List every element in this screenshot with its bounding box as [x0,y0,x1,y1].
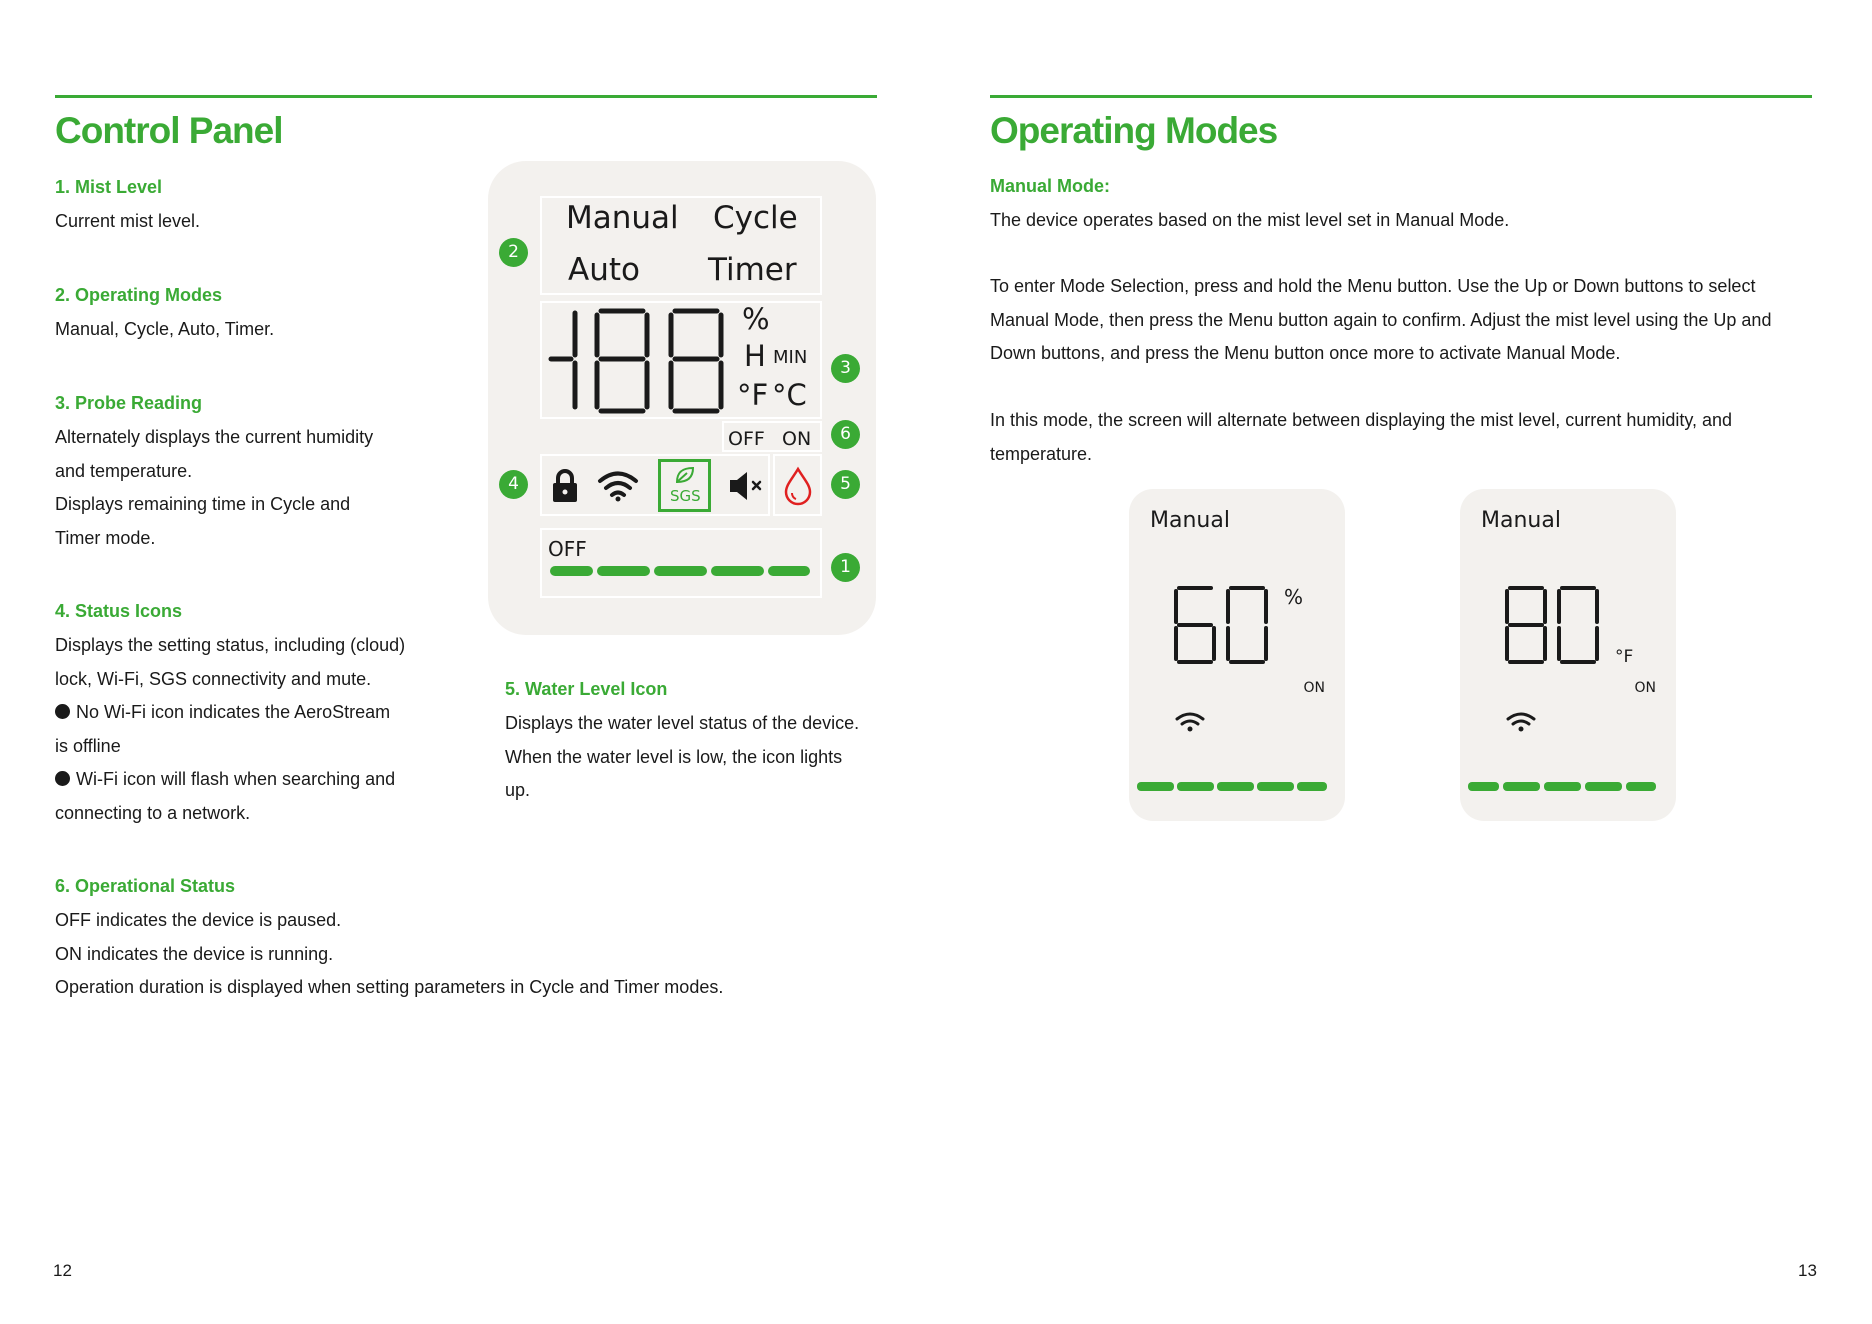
callout-2: 2 [499,238,528,267]
left-top-rule [55,95,877,98]
mist-segment [1137,782,1174,791]
page-title-operating-modes: Operating Modes [990,110,1278,151]
callout-4: 4 [499,470,528,499]
wifi-icon [596,470,640,502]
mist-segment [1257,782,1294,791]
page-number-left: 12 [53,1261,72,1280]
leaf-icon [674,465,696,485]
heading-operational-status: 6. Operational Status [55,876,236,896]
screen-status: ON [1634,680,1656,696]
mute-icon [728,470,768,502]
mist-segment [1468,782,1499,791]
unit-hour: H [744,339,766,373]
screen-mode-label: Manual [1150,508,1230,533]
bullet-line [55,696,405,730]
text-operating-modes [55,313,274,347]
mist-level-bar [550,566,810,576]
mist-segment [550,566,593,576]
sgs-icon [658,459,711,512]
text-line: Wi-Fi icon will flash when searching and [76,769,396,789]
text-line: up. [505,780,531,800]
unit-min: MIN [773,347,808,368]
text-mist-level [55,205,200,239]
mode-screen-humidity [1129,489,1345,821]
screen-unit: % [1284,585,1304,609]
unit-fahrenheit: °F [737,378,769,412]
heading-probe-reading: 3. Probe Reading [55,393,203,413]
text-line: and temperature. [55,460,193,481]
text-line: Manual Mode, then press the Menu button again to confirm. Adjust the mist level using the Up and [990,309,1772,330]
mode-screen-temperature [1460,489,1676,821]
text-line: Displays the water level status of the device. [505,713,860,733]
page-title-control-panel: Control Panel [55,110,283,151]
heading-operating-modes: 2. Operating Modes [55,285,223,305]
screen-unit: °F [1615,647,1634,667]
status-off: OFF [728,428,765,450]
heading-manual-mode: Manual Mode: [990,176,1110,196]
heading-status-icons: 4. Status Icons [55,601,183,621]
water-drop-icon [782,466,814,506]
bullet-line [55,763,405,797]
text-line: When the water level is low, the icon lights [505,746,843,767]
unit-celsius: °C [772,378,807,412]
bullet-icon [55,771,70,786]
text-line: ON indicates the device is running. [55,943,334,964]
text-probe-reading [55,421,373,555]
text-water-level-icon [505,707,859,808]
heading-mist-level: 1. Mist Level [55,177,163,197]
text-line: No Wi-Fi icon indicates the AeroStream [76,702,391,722]
text-line: To enter Mode Selection, press and hold the Menu button. Use the Up or Down buttons to select [990,276,1756,296]
text-manual-mode-3 [990,404,1732,471]
mist-segment [1544,782,1581,791]
callout-5: 5 [831,470,860,499]
text-manual-mode-1 [990,204,1509,238]
text-line: Current mist level. [55,211,201,231]
text-line: temperature. [990,443,1093,464]
mode-timer: Timer [708,252,797,288]
mist-segment [654,566,707,576]
text-operational-status [55,904,723,1005]
mist-off-label: OFF [548,537,587,561]
mist-segment [597,566,650,576]
status-on: ON [782,428,812,450]
heading-water-level-icon: 5. Water Level Icon [505,679,668,699]
callout-6: 6 [831,420,860,449]
text-line: Displays the setting status, including (cloud) [55,635,406,655]
mist-segment [1217,782,1254,791]
seven-segment-digits [545,307,735,415]
text-line: Manual, Cycle, Auto, Timer. [55,319,275,339]
bullet-icon [55,704,70,719]
text-line: is offline [55,735,121,756]
mist-segment [1503,782,1540,791]
text-line: The device operates based on the mist level set in Manual Mode. [990,210,1510,230]
text-line: Timer mode. [55,527,156,548]
lock-icon [550,468,580,504]
right-top-rule [990,95,1812,98]
wifi-icon [1505,711,1537,733]
mode-manual: Manual [566,200,679,236]
text-line: Down buttons, and press the Menu button once more to activate Manual Mode. [990,343,1621,363]
mist-segment [1177,782,1214,791]
text-line: Alternately displays the current humidity [55,427,374,447]
sgs-label: SGS [670,487,701,505]
text-line: In this mode, the screen will alternate between displaying the mist level, current humidity, and [990,410,1733,430]
screen-mode-label: Manual [1481,508,1561,533]
text-line: Operation duration is displayed when setting parameters in Cycle and Timer modes. [55,977,724,997]
text-line: Displays remaining time in Cycle and [55,494,351,514]
mode-cycle: Cycle [713,200,798,236]
callout-3: 3 [831,354,860,383]
mist-segment [1585,782,1622,791]
screen-digits-60 [1173,585,1273,665]
mist-segment [1626,782,1656,791]
mode-auto: Auto [568,252,640,288]
screen-status: ON [1303,680,1325,696]
text-status-icons [55,629,405,830]
text-line: lock, Wi-Fi, SGS connectivity and mute. [55,668,372,689]
wifi-icon [1174,711,1206,733]
page-number-right: 13 [1798,1261,1817,1280]
callout-1: 1 [831,553,860,582]
mist-segment [1297,782,1327,791]
text-line: connecting to a network. [55,802,251,823]
unit-percent: % [742,302,770,336]
text-manual-mode-2 [990,270,1771,371]
screen-digits-80 [1504,585,1604,665]
mist-segment [711,566,764,576]
mist-segment [768,566,810,576]
text-line: OFF indicates the device is paused. [55,910,342,930]
